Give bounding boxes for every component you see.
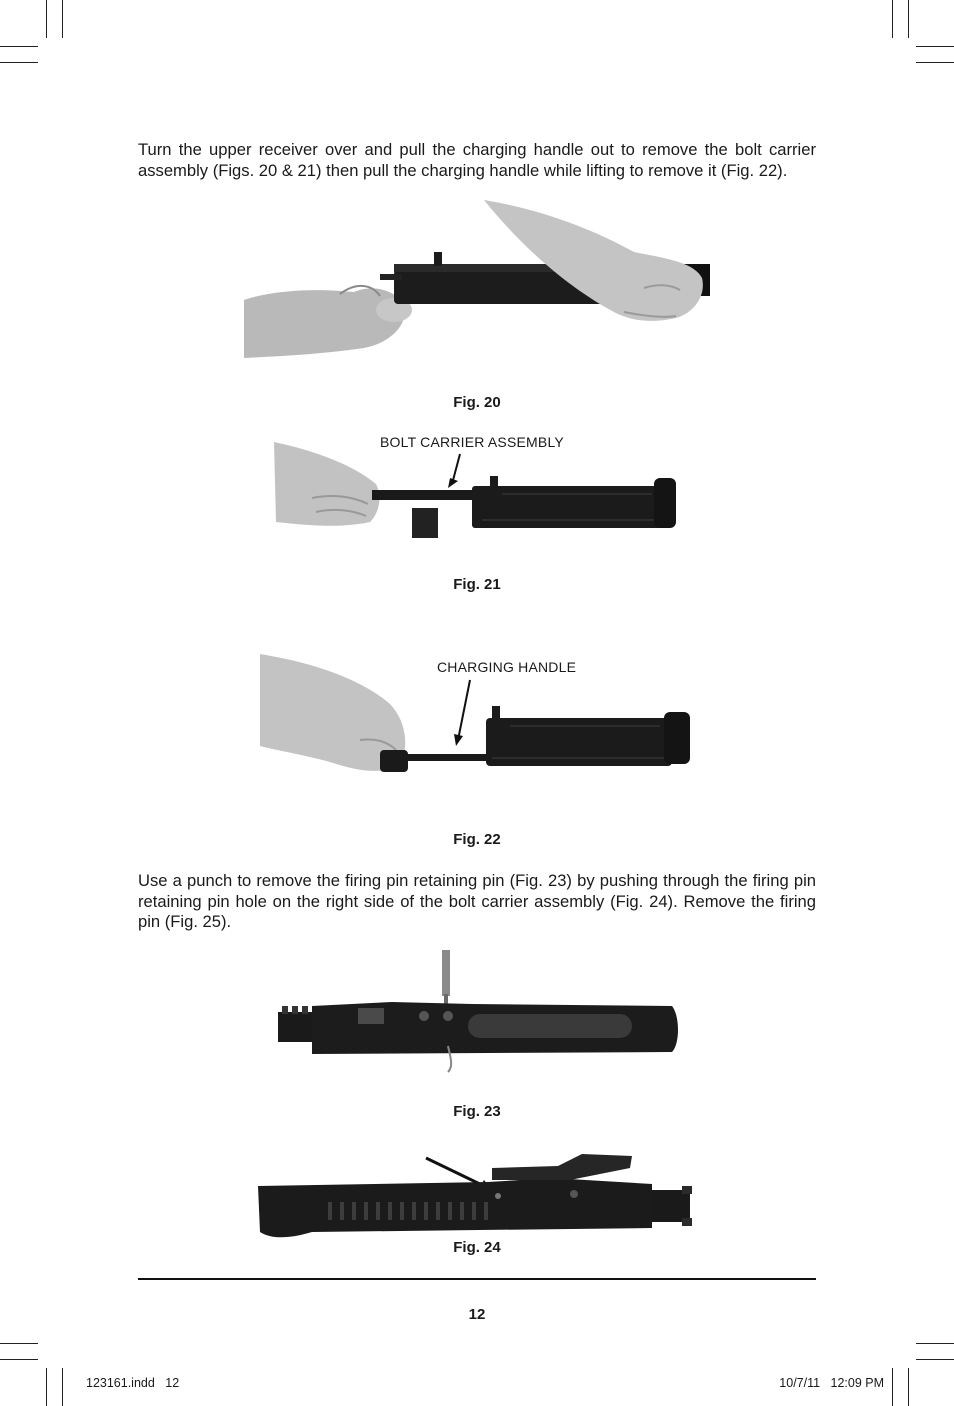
- slug-file: 123161.indd 12: [86, 1376, 180, 1390]
- fig24-photo: [252, 1150, 702, 1240]
- fig20-caption: Fig. 20: [453, 394, 501, 411]
- crop-mark: [62, 0, 63, 38]
- fig23-photo: [272, 946, 682, 1080]
- crop-mark: [892, 0, 893, 38]
- slug-date: 10/7/11 12:09 PM: [779, 1376, 884, 1390]
- fig23-caption: Fig. 23: [453, 1103, 501, 1120]
- crop-mark: [46, 1368, 47, 1406]
- fig24-leader-arrow: [426, 1158, 484, 1186]
- fig22-leader-arrow: [458, 680, 470, 740]
- crop-mark: [0, 1343, 38, 1344]
- crop-mark: [62, 1368, 63, 1406]
- fig21-caption: Fig. 21: [453, 576, 501, 593]
- page-number: 12: [468, 1306, 486, 1323]
- crop-mark: [892, 1368, 893, 1406]
- intro-paragraph: Turn the upper receiver over and pull the charging handle out to remove the bolt carrier assembly (Figs. 20 & 21) then pull the charging handle while lifting to remove it (Fig. 22).: [138, 140, 816, 180]
- crop-mark: [916, 1359, 954, 1360]
- fig22-caption: Fig. 22: [453, 831, 501, 848]
- crop-mark: [916, 62, 954, 63]
- crop-mark: [908, 0, 909, 38]
- fig24-caption: Fig. 24: [453, 1239, 501, 1256]
- crop-mark: [0, 62, 38, 63]
- fig22-callout-label: CHARGING HANDLE: [437, 659, 577, 675]
- crop-mark: [916, 46, 954, 47]
- crop-mark: [908, 1368, 909, 1406]
- crop-mark: [0, 1359, 38, 1360]
- crop-mark: [0, 46, 38, 47]
- crop-mark: [46, 0, 47, 38]
- fig21-photo: [272, 438, 682, 546]
- fig22-photo: [260, 654, 696, 788]
- footer-rule: [138, 1278, 816, 1280]
- crop-mark: [916, 1343, 954, 1344]
- fig20-photo: [244, 192, 714, 362]
- fig21-callout-label: BOLT CARRIER ASSEMBLY: [380, 434, 564, 450]
- second-paragraph: Use a punch to remove the firing pin retaining pin (Fig. 23) by pushing through the firing pin retaining pin hole on the right side of the bolt carrier assembly (Fig. 24). Remove the firing pin (Fig. 25).: [138, 871, 816, 931]
